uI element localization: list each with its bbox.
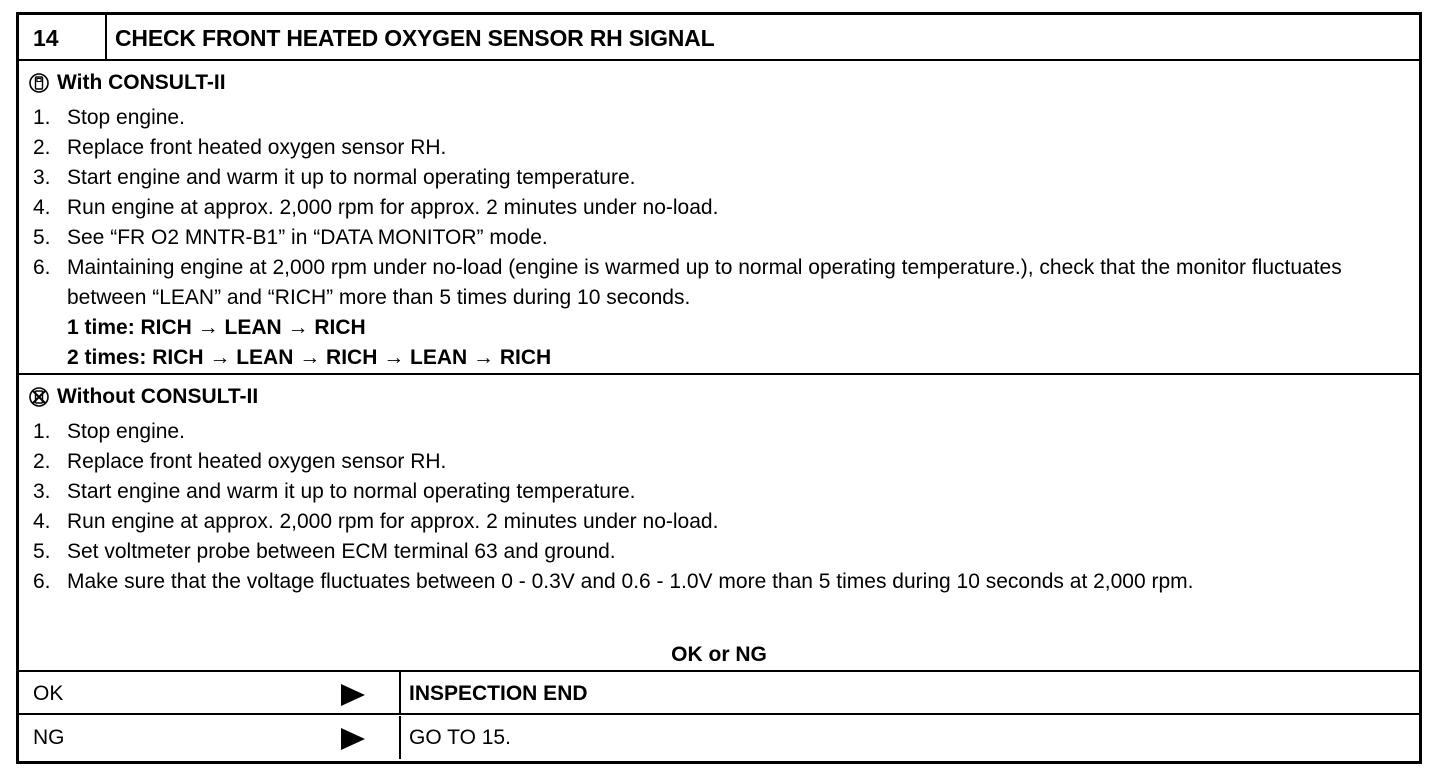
item-text: Start engine and warm it up to normal operating temperature.	[67, 166, 636, 189]
list-item	[33, 567, 1194, 597]
with-consult-heading-row	[29, 71, 226, 95]
item-text: Start engine and warm it up to normal operating temperature.	[67, 480, 636, 503]
list-item	[33, 447, 1194, 477]
item-number: 4.	[33, 510, 51, 533]
item-number: 1.	[33, 420, 51, 443]
item-number: 1.	[33, 106, 51, 129]
outcome-label: OK	[33, 682, 64, 705]
column-divider	[399, 672, 401, 713]
item-number: 3.	[33, 166, 51, 189]
item-text: Maintaining engine at 2,000 rpm under no-load (engine is warmed up to normal operating temperature.), check that the monitor fluctuates between “LEAN” and “RICH” more than 5 times during 10 seconds.	[67, 256, 1342, 309]
with-consult-steps	[33, 103, 1419, 373]
item-number: 4.	[33, 196, 51, 219]
item-number: 3.	[33, 480, 51, 503]
column-divider	[399, 716, 401, 759]
consult-tool-icon	[29, 73, 49, 93]
without-consult-steps	[33, 417, 1194, 597]
procedure-table	[16, 12, 1422, 764]
item-number: 2.	[33, 450, 51, 473]
item-text: Run engine at approx. 2,000 rpm for approx. 2 minutes under no-load.	[67, 196, 719, 219]
list-item	[33, 223, 1419, 253]
item-number: 2.	[33, 136, 51, 159]
item-number: 5.	[33, 540, 51, 563]
item-number: 6.	[33, 570, 51, 593]
outcome-result: INSPECTION END	[409, 682, 588, 705]
step-header	[19, 15, 1419, 61]
step-number: 14	[19, 15, 107, 59]
ok-or-ng-label: OK or NG	[671, 643, 767, 666]
without-consult-heading: Without CONSULT-II	[57, 385, 259, 408]
list-item	[33, 537, 1194, 567]
with-consult-heading: With CONSULT-II	[57, 71, 226, 94]
list-item	[33, 193, 1419, 223]
outcome-label: NG	[33, 726, 65, 749]
bold-note-two-times: 2 times: RICH → LEAN → RICH → LEAN → RICH	[67, 346, 552, 369]
with-consult-section	[19, 61, 1419, 375]
item-text: Replace front heated oxygen sensor RH.	[67, 450, 447, 473]
play-arrow-icon	[341, 728, 365, 750]
list-item	[33, 133, 1419, 163]
item-text: Stop engine.	[67, 106, 185, 129]
step-title: CHECK FRONT HEATED OXYGEN SENSOR RH SIGNAL	[115, 25, 715, 51]
item-number: 6.	[33, 256, 51, 279]
list-item	[33, 163, 1419, 193]
outcome-row-ok	[19, 672, 1419, 715]
item-text: Replace front heated oxygen sensor RH.	[67, 136, 447, 159]
item-text: Make sure that the voltage fluctuates between 0 - 0.3V and 0.6 - 1.0V more than 5 times during 10 seconds at 2,000 rpm.	[67, 570, 1194, 593]
list-item	[33, 253, 1419, 313]
list-item	[33, 507, 1194, 537]
without-consult-heading-row	[29, 385, 258, 409]
item-text: Stop engine.	[67, 420, 185, 443]
play-arrow-icon	[341, 684, 365, 706]
list-item	[33, 103, 1419, 133]
item-text: Run engine at approx. 2,000 rpm for approx. 2 minutes under no-load.	[67, 510, 719, 533]
item-number: 5.	[33, 226, 51, 249]
without-consult-section	[19, 375, 1419, 672]
item-text: Set voltmeter probe between ECM terminal 63 and ground.	[67, 540, 616, 563]
outcome-result: GO TO 15.	[409, 726, 511, 749]
list-item	[33, 417, 1194, 447]
no-consult-tool-icon	[29, 387, 49, 407]
bold-note-one-time: 1 time: RICH → LEAN → RICH	[67, 316, 366, 339]
list-item	[33, 477, 1194, 507]
item-text: See “FR O2 MNTR-B1” in “DATA MONITOR” mode.	[67, 226, 548, 249]
outcome-row-ng	[19, 716, 1419, 759]
